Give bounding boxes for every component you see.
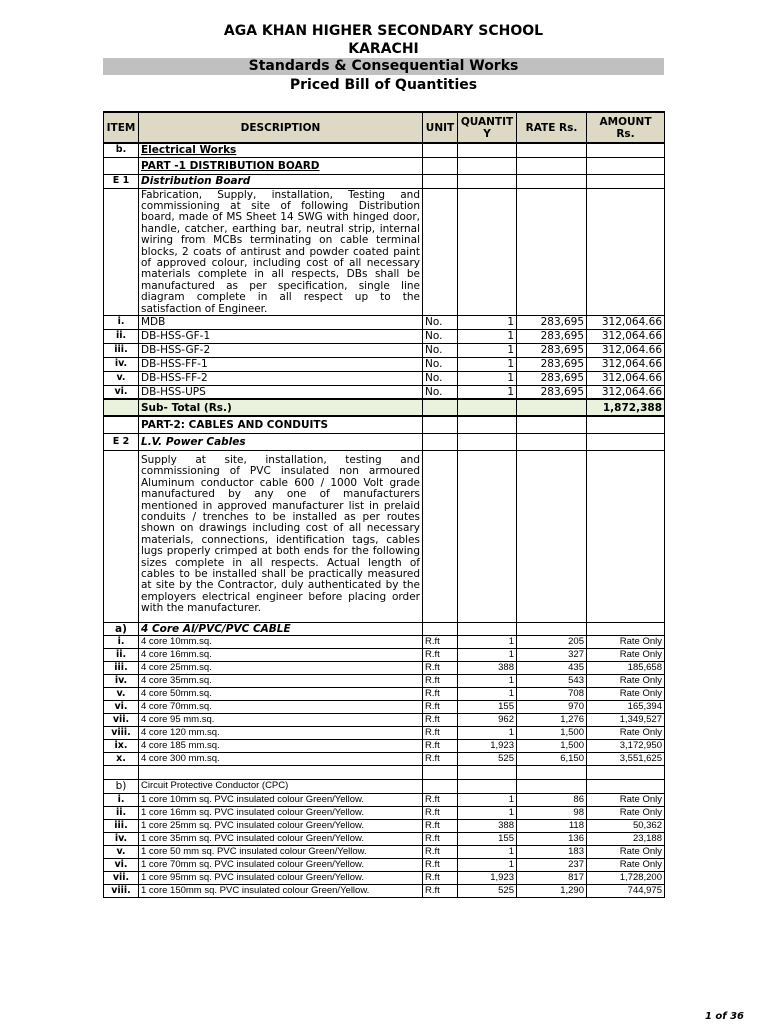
description-cell: 1 core 150mm sq. PVC insulated colour Green/Yellow. bbox=[139, 884, 423, 897]
amount-cell: 1,728,200 bbox=[587, 871, 665, 884]
rate-cell: 543 bbox=[517, 674, 587, 687]
table-row bbox=[104, 343, 665, 357]
item-cell: v. bbox=[104, 687, 139, 700]
table-row bbox=[104, 845, 665, 858]
unit-cell: R.ft bbox=[423, 806, 458, 819]
description-cell: 1 core 10mm sq. PVC insulated colour Green/Yellow. bbox=[139, 793, 423, 806]
rate-cell: 283,695 bbox=[517, 329, 587, 343]
item-cell: viii. bbox=[104, 726, 139, 739]
quantity-cell: 1 bbox=[458, 726, 517, 739]
rate-cell: 283,695 bbox=[517, 315, 587, 329]
description-cell: 1 core 95mm sq. PVC insulated colour Green/Yellow. bbox=[139, 871, 423, 884]
table-row bbox=[104, 661, 665, 674]
table-row bbox=[104, 174, 665, 188]
part-title: PART -1 DISTRIBUTION BOARD bbox=[141, 159, 320, 172]
quantity-cell: 1 bbox=[458, 635, 517, 648]
item-cell: a) bbox=[104, 622, 139, 635]
amount-cell: 165,394 bbox=[587, 700, 665, 713]
amount-cell: 744,975 bbox=[587, 884, 665, 897]
item-cell: vii. bbox=[104, 871, 139, 884]
amount-cell: 312,064.66 bbox=[587, 315, 665, 329]
rate-cell: 118 bbox=[517, 819, 587, 832]
amount-cell: Rate Only bbox=[587, 648, 665, 661]
quantity-cell: 1,923 bbox=[458, 739, 517, 752]
unit-cell: R.ft bbox=[423, 752, 458, 765]
table-row bbox=[104, 143, 665, 157]
amount-cell: 185,658 bbox=[587, 661, 665, 674]
rate-cell: 283,695 bbox=[517, 357, 587, 371]
description-cell: 1 core 50 mm sq. PVC insulated colour Green/Yellow. bbox=[139, 845, 423, 858]
rate-cell: 1,290 bbox=[517, 884, 587, 897]
table-row bbox=[104, 357, 665, 371]
description-cell: 1 core 16mm sq. PVC insulated colour Green/Yellow. bbox=[139, 806, 423, 819]
quantity-cell: 525 bbox=[458, 884, 517, 897]
page-number: 1 of 36 bbox=[704, 1011, 744, 1022]
item-cell: iii. bbox=[104, 343, 139, 357]
rate-cell: 136 bbox=[517, 832, 587, 845]
description-cell: Circuit Protective Conductor (CPC) bbox=[139, 779, 423, 793]
amount-cell: 1,349,527 bbox=[587, 713, 665, 726]
description-cell: MDB bbox=[139, 315, 423, 329]
rate-cell: 435 bbox=[517, 661, 587, 674]
table-row bbox=[104, 433, 665, 450]
quantity-cell: 1 bbox=[458, 648, 517, 661]
item-cell: v. bbox=[104, 845, 139, 858]
rate-cell: 183 bbox=[517, 845, 587, 858]
quantity-cell: 1 bbox=[458, 687, 517, 700]
amount-cell: 3,551,625 bbox=[587, 752, 665, 765]
amount-cell: 312,064.66 bbox=[587, 357, 665, 371]
table-row bbox=[104, 871, 665, 884]
item-cell: vi. bbox=[104, 700, 139, 713]
amount-cell: Rate Only bbox=[587, 793, 665, 806]
quantity-cell: 388 bbox=[458, 819, 517, 832]
item-cell: E 1 bbox=[104, 174, 139, 188]
amount-cell: 312,064.66 bbox=[587, 371, 665, 385]
section-title: Standards & Consequential Works bbox=[103, 58, 664, 75]
quantity-cell: 388 bbox=[458, 661, 517, 674]
description-cell: 1 core 25mm sq. PVC insulated colour Green/Yellow. bbox=[139, 819, 423, 832]
item-cell: iv. bbox=[104, 674, 139, 687]
quantity-cell: 1 bbox=[458, 329, 517, 343]
table-row bbox=[104, 700, 665, 713]
unit-cell: R.ft bbox=[423, 832, 458, 845]
table-row bbox=[104, 674, 665, 687]
table-row bbox=[104, 832, 665, 845]
unit-cell: R.ft bbox=[423, 713, 458, 726]
table-row bbox=[104, 416, 665, 433]
quantity-cell: 155 bbox=[458, 700, 517, 713]
quantity-cell: 1 bbox=[458, 371, 517, 385]
amount-cell: Rate Only bbox=[587, 726, 665, 739]
unit-cell: R.ft bbox=[423, 635, 458, 648]
table-row bbox=[104, 371, 665, 385]
specification-paragraph: Supply at site, installation, testing and commissioning of PVC insulated non armoured Aluminum conductor cable 600 / 1000 Volt grade manufactured by any one of manufacturers mentioned in approved manufacturer list in prelaid conduits / trenches to be installed as per routes shown on drawings including cost of all necessary materials, connections, identification tags, cables lugs properly crimped at both ends for the following sizes complete in all respects. Actual length of cables to be installed shall be practically measured at site by the Contractor, duly authenticated by the employers electrical engineer before placing order with the manufacturer. bbox=[139, 450, 423, 622]
description-cell: Distribution Board bbox=[139, 174, 423, 188]
item-cell: vi. bbox=[104, 858, 139, 871]
table-row bbox=[104, 806, 665, 819]
quantity-cell: 1 bbox=[458, 385, 517, 399]
amount-cell: 312,064.66 bbox=[587, 343, 665, 357]
description-cell: 4 core 35mm.sq. bbox=[139, 674, 423, 687]
rate-cell: 817 bbox=[517, 871, 587, 884]
section-heading: Electrical Works bbox=[141, 144, 237, 157]
city-name: KARACHI bbox=[348, 41, 419, 57]
description-cell: DB-HSS-GF-1 bbox=[139, 329, 423, 343]
amount-cell: Rate Only bbox=[587, 845, 665, 858]
table-row bbox=[104, 450, 665, 622]
description-cell: DB-HSS-FF-2 bbox=[139, 371, 423, 385]
description-cell: DB-HSS-FF-1 bbox=[139, 357, 423, 371]
item-cell: ii. bbox=[104, 806, 139, 819]
item-cell: v. bbox=[104, 371, 139, 385]
school-name: AGA KHAN HIGHER SECONDARY SCHOOL bbox=[223, 23, 544, 39]
specification-paragraph: Fabrication, Supply, installation, Testing and commissioning at site of following Distribution board, made of MS Sheet 14 SWG with hinged door, handle, catcher, earthing bar, neutral strip, internal wiring from MCBs terminating on cable terminal blocks, 2 coats of antirust and powder coated paint of approved colour, including cost of all necessary materials complete in all respects, DBs shall be manufactured as per specification, single line diagram complete in all respect up to the satisfaction of Engineer. bbox=[139, 188, 423, 315]
item-cell: x. bbox=[104, 752, 139, 765]
item-cell: i. bbox=[104, 793, 139, 806]
table-row bbox=[104, 635, 665, 648]
table-row bbox=[104, 329, 665, 343]
quantity-cell: 962 bbox=[458, 713, 517, 726]
table-row bbox=[104, 739, 665, 752]
unit-cell: R.ft bbox=[423, 819, 458, 832]
item-cell: i. bbox=[104, 635, 139, 648]
amount-cell: Rate Only bbox=[587, 858, 665, 871]
bill-of-quantities-table bbox=[103, 111, 665, 898]
col-header-unit: UNIT bbox=[423, 112, 458, 143]
quantity-cell: 1 bbox=[458, 357, 517, 371]
item-cell: i. bbox=[104, 315, 139, 329]
description-cell: 4 core 50mm.sq. bbox=[139, 687, 423, 700]
table-row bbox=[104, 622, 665, 635]
unit-cell: R.ft bbox=[423, 871, 458, 884]
col-header-rate: RATE Rs. bbox=[517, 112, 587, 143]
item-cell: ii. bbox=[104, 648, 139, 661]
quantity-cell: 1 bbox=[458, 845, 517, 858]
unit-cell: No. bbox=[423, 357, 458, 371]
rate-cell: 1,500 bbox=[517, 726, 587, 739]
subtotal-row bbox=[104, 399, 665, 416]
description-cell: 4 core 25mm.sq. bbox=[139, 661, 423, 674]
rate-cell: 283,695 bbox=[517, 385, 587, 399]
amount-cell: 312,064.66 bbox=[587, 385, 665, 399]
table-body bbox=[104, 143, 665, 897]
unit-cell: No. bbox=[423, 343, 458, 357]
col-header-amount: AMOUNT Rs. bbox=[587, 112, 665, 143]
item-cell: iv. bbox=[104, 832, 139, 845]
part-heading: PART-2: CABLES AND CONDUITS bbox=[139, 416, 423, 433]
unit-cell: No. bbox=[423, 329, 458, 343]
table-row bbox=[104, 315, 665, 329]
unit-cell: No. bbox=[423, 371, 458, 385]
description-cell: 1 core 70mm sq. PVC insulated colour Green/Yellow. bbox=[139, 858, 423, 871]
item-cell: b) bbox=[104, 779, 139, 793]
unit-cell: R.ft bbox=[423, 845, 458, 858]
description-cell bbox=[139, 143, 423, 157]
amount-cell: 312,064.66 bbox=[587, 329, 665, 343]
unit-cell: R.ft bbox=[423, 700, 458, 713]
item-cell: vi. bbox=[104, 385, 139, 399]
unit-cell: No. bbox=[423, 385, 458, 399]
table-row bbox=[104, 157, 665, 174]
quantity-cell: 1 bbox=[458, 793, 517, 806]
amount-cell: 50,362 bbox=[587, 819, 665, 832]
table-row bbox=[104, 819, 665, 832]
item-cell: viii. bbox=[104, 884, 139, 897]
unit-cell: R.ft bbox=[423, 648, 458, 661]
table-row bbox=[104, 687, 665, 700]
table-row bbox=[104, 726, 665, 739]
table-row bbox=[104, 752, 665, 765]
description-cell: DB-HSS-UPS bbox=[139, 385, 423, 399]
table-row bbox=[104, 793, 665, 806]
table-row bbox=[104, 858, 665, 871]
item-cell: E 2 bbox=[104, 433, 139, 450]
unit-cell: R.ft bbox=[423, 687, 458, 700]
quantity-cell: 1 bbox=[458, 343, 517, 357]
table-row bbox=[104, 779, 665, 793]
item-cell: iv. bbox=[104, 357, 139, 371]
rate-cell: 1,276 bbox=[517, 713, 587, 726]
description-cell: 4 core 185 mm.sq. bbox=[139, 739, 423, 752]
rate-cell: 237 bbox=[517, 858, 587, 871]
description-cell: 4 core 16mm.sq. bbox=[139, 648, 423, 661]
table-row bbox=[104, 713, 665, 726]
unit-cell: R.ft bbox=[423, 884, 458, 897]
rate-cell: 283,695 bbox=[517, 371, 587, 385]
rate-cell: 205 bbox=[517, 635, 587, 648]
amount-cell: 23,188 bbox=[587, 832, 665, 845]
quantity-cell: 1,923 bbox=[458, 871, 517, 884]
unit-cell: R.ft bbox=[423, 726, 458, 739]
amount-cell: Rate Only bbox=[587, 635, 665, 648]
item-cell: ix. bbox=[104, 739, 139, 752]
rate-cell: 970 bbox=[517, 700, 587, 713]
description-cell: 4 core 10mm.sq. bbox=[139, 635, 423, 648]
unit-cell: R.ft bbox=[423, 739, 458, 752]
description-cell: 4 Core Al/PVC/PVC CABLE bbox=[139, 622, 423, 635]
amount-cell: Rate Only bbox=[587, 687, 665, 700]
unit-cell: R.ft bbox=[423, 674, 458, 687]
subtotal-amount: 1,872,388 bbox=[587, 399, 665, 416]
quantity-cell: 1 bbox=[458, 315, 517, 329]
document-title: Priced Bill of Quantities bbox=[289, 77, 478, 93]
description-cell: 4 core 70mm.sq. bbox=[139, 700, 423, 713]
subtotal-label: Sub- Total (Rs.) bbox=[139, 399, 423, 416]
quantity-cell: 1 bbox=[458, 674, 517, 687]
table-row bbox=[104, 648, 665, 661]
table-row bbox=[104, 765, 665, 779]
unit-cell: R.ft bbox=[423, 858, 458, 871]
rate-cell: 708 bbox=[517, 687, 587, 700]
rate-cell: 1,500 bbox=[517, 739, 587, 752]
table-row bbox=[104, 385, 665, 399]
description-cell: 4 core 95 mm.sq. bbox=[139, 713, 423, 726]
description-cell: L.V. Power Cables bbox=[139, 433, 423, 450]
description-cell: 4 core 300 mm.sq. bbox=[139, 752, 423, 765]
rate-cell: 86 bbox=[517, 793, 587, 806]
unit-cell: R.ft bbox=[423, 793, 458, 806]
unit-cell: R.ft bbox=[423, 661, 458, 674]
rate-cell: 98 bbox=[517, 806, 587, 819]
rate-cell: 283,695 bbox=[517, 343, 587, 357]
table-row bbox=[104, 188, 665, 315]
table-header-row bbox=[104, 112, 665, 143]
item-cell: b. bbox=[104, 143, 139, 157]
description-cell: DB-HSS-GF-2 bbox=[139, 343, 423, 357]
table-row bbox=[104, 884, 665, 897]
quantity-cell: 1 bbox=[458, 858, 517, 871]
rate-cell: 6,150 bbox=[517, 752, 587, 765]
item-cell: iii. bbox=[104, 661, 139, 674]
quantity-cell: 1 bbox=[458, 806, 517, 819]
col-header-item: ITEM bbox=[104, 112, 139, 143]
description-cell: 4 core 120 mm.sq. bbox=[139, 726, 423, 739]
item-cell: vii. bbox=[104, 713, 139, 726]
amount-cell: Rate Only bbox=[587, 674, 665, 687]
unit-cell: No. bbox=[423, 315, 458, 329]
item-cell: iii. bbox=[104, 819, 139, 832]
part-heading bbox=[139, 157, 423, 174]
quantity-cell: 525 bbox=[458, 752, 517, 765]
quantity-cell: 155 bbox=[458, 832, 517, 845]
rate-cell: 327 bbox=[517, 648, 587, 661]
col-header-description: DESCRIPTION bbox=[139, 112, 423, 143]
amount-cell: 3,172,950 bbox=[587, 739, 665, 752]
col-header-quantity: QUANTIT Y bbox=[458, 112, 517, 143]
item-cell: ii. bbox=[104, 329, 139, 343]
amount-cell: Rate Only bbox=[587, 806, 665, 819]
description-cell: 1 core 35mm sq. PVC insulated colour Green/Yellow. bbox=[139, 832, 423, 845]
